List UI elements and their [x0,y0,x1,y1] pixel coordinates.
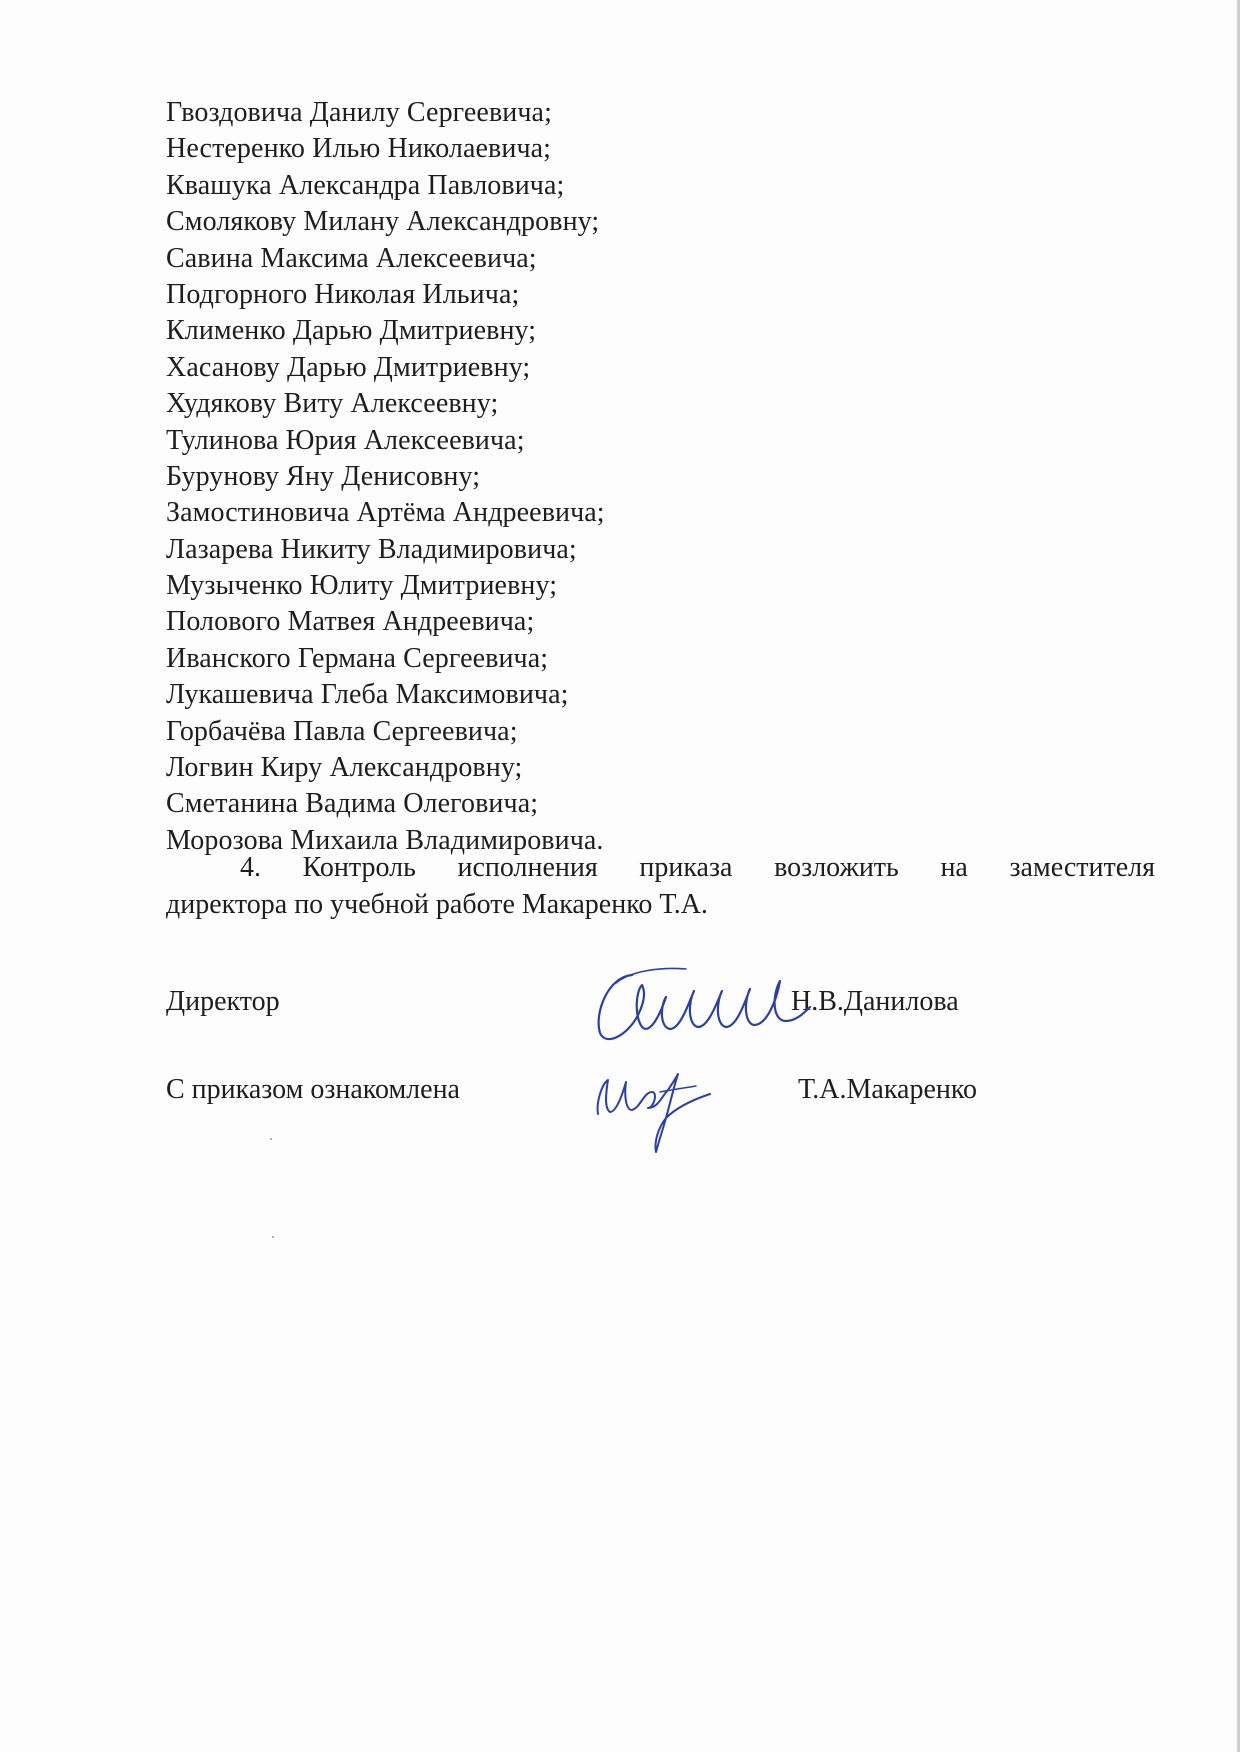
director-name: Н.В.Данилова [791,986,959,1017]
list-item: Музыченко Юлиту Дмитриевну; [166,570,558,602]
list-item: Тулинова Юрия Алексеевича; [166,424,525,456]
list-item: Сметанина Вадима Олеговича; [166,788,539,820]
list-item: Хасанову Дарью Дмитриевну; [166,351,531,383]
list-item: Иванского Германа Сергеевича; [166,642,549,674]
scan-speck [270,1138,272,1140]
list-item: Бурунову Яну Денисовну; [166,460,481,492]
list-item: Морозова Михаила Владимировича. [166,824,604,856]
list-item: Лазарева Никиту Владимировича; [166,533,577,565]
list-item: Полового Матвея Андреевича; [166,606,535,638]
list-item: Смолякову Милану Александровну; [166,206,600,238]
acknowledgement-signature-icon [592,1062,737,1157]
acknowledgement-title: С приказом ознакомлена [166,1074,460,1105]
list-item: Квашука Александра Павловича; [166,169,565,201]
list-item: Замостиновича Артёма Андреевича; [166,497,605,529]
scan-speck [272,1236,274,1238]
list-item: Савина Максима Алексеевича; [166,242,537,274]
control-paragraph [166,850,1155,923]
list-item: Лукашевича Глеба Максимовича; [166,679,569,711]
list-item: Клименко Дарью Дмитриевну; [166,315,537,347]
list-item: Гвоздовича Данилу Сергеевича; [166,97,552,128]
list-item: Логвин Киру Александровну; [166,752,523,784]
student-name-list [166,95,605,859]
director-signature-icon [590,955,815,1050]
director-title: Директор [166,986,280,1017]
list-item: Горбачёва Павла Сергеевича; [166,715,518,747]
acknowledgement-name: Т.А.Макаренко [798,1074,978,1105]
list-item: Подгорного Николая Ильича; [166,278,520,310]
paragraph-line-2: директора по учебной работе Макаренко Т.А. [166,888,708,920]
list-item: Худякову Виту Алексеевну; [166,388,499,420]
paragraph-line-1: 4. Контроль исполнения приказа возложить на заместителя [240,852,1155,883]
list-item: Нестеренко Илью Николаевича; [166,133,552,165]
